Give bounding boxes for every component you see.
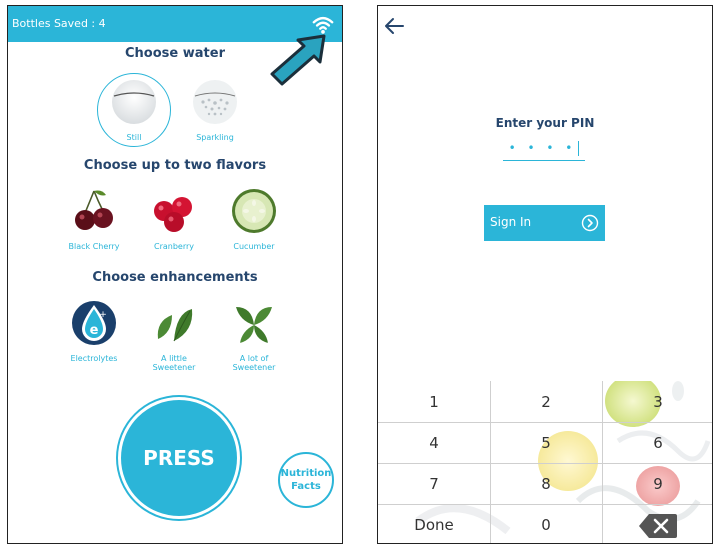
water-option-still[interactable] xyxy=(94,78,174,142)
back-arrow-icon[interactable] xyxy=(382,14,406,38)
water-option-sparkling[interactable] xyxy=(175,78,255,142)
key-3[interactable]: 3 xyxy=(653,392,663,411)
cranberry-icon xyxy=(150,187,198,235)
enhancement-label: Electrolytes xyxy=(70,354,118,363)
little-sweetener-icon xyxy=(150,299,198,347)
flavor-label: Black Cherry xyxy=(68,242,120,251)
enhancement-label-line2: Sweetener xyxy=(232,363,276,372)
bottles-saved-counter: Bottles Saved : 4 xyxy=(12,17,106,30)
svg-text:+: + xyxy=(99,310,107,320)
nutrition-facts-button[interactable] xyxy=(278,452,334,508)
pin-entry-screen xyxy=(377,5,713,544)
done-key[interactable]: Done xyxy=(414,515,454,534)
still-water-icon xyxy=(110,78,158,126)
enhancement-label xyxy=(134,354,214,372)
sparkling-water-icon xyxy=(191,78,239,126)
key-5[interactable]: 5 xyxy=(541,433,551,452)
pin-input[interactable] xyxy=(503,140,585,161)
svg-text:e: e xyxy=(89,323,99,338)
key-1[interactable]: 1 xyxy=(429,392,439,411)
key-8[interactable]: 8 xyxy=(541,474,551,493)
key-2[interactable]: 2 xyxy=(541,392,551,411)
choose-flavors-heading: Choose up to two flavors xyxy=(83,158,267,173)
nutrition-label-line1: Nutrition xyxy=(280,468,332,479)
pin-label: Enter your PIN xyxy=(495,116,595,130)
electrolytes-icon xyxy=(70,299,118,347)
press-button[interactable]: PRESS xyxy=(118,397,240,519)
enhancement-option-little-sweetener[interactable] xyxy=(134,299,214,372)
beverage-selection-screen xyxy=(7,5,343,544)
water-label: Still xyxy=(126,133,142,142)
key-0[interactable]: 0 xyxy=(541,515,551,534)
choose-water-heading: Choose water xyxy=(125,46,225,61)
sign-in-button[interactable] xyxy=(484,205,605,241)
enhancement-option-electrolytes[interactable] xyxy=(54,299,134,363)
sign-in-label: Sign In xyxy=(490,215,532,229)
key-9[interactable]: 9 xyxy=(653,474,663,493)
text-caret xyxy=(578,141,579,156)
lot-sweetener-icon xyxy=(230,299,278,347)
flavor-option-black-cherry[interactable] xyxy=(54,187,134,251)
enhancement-label-line1: A little xyxy=(161,354,187,363)
key-7[interactable]: 7 xyxy=(429,474,439,493)
numeric-keypad xyxy=(378,381,713,544)
flavor-label: Cucumber xyxy=(233,242,275,251)
flavor-option-cucumber[interactable] xyxy=(214,187,294,251)
flavor-option-cranberry[interactable] xyxy=(134,187,214,251)
pin-value: • • • • xyxy=(508,141,577,155)
choose-enhancements-heading: Choose enhancements xyxy=(92,270,258,285)
enhancement-option-lot-sweetener[interactable] xyxy=(214,299,294,372)
enhancement-label-line1: A lot of xyxy=(239,354,269,363)
key-4[interactable]: 4 xyxy=(429,433,439,452)
water-label: Sparkling xyxy=(196,133,234,142)
nutrition-label-line2: Facts xyxy=(291,481,321,492)
key-6[interactable]: 6 xyxy=(653,433,663,452)
flavor-label: Cranberry xyxy=(153,242,195,251)
black-cherry-icon xyxy=(70,187,118,235)
cucumber-icon xyxy=(230,187,278,235)
enhancement-label xyxy=(214,354,294,372)
chevron-right-circle-icon xyxy=(581,214,599,232)
backspace-icon[interactable] xyxy=(637,512,679,540)
enhancement-label-line2: Sweetener xyxy=(152,363,196,372)
